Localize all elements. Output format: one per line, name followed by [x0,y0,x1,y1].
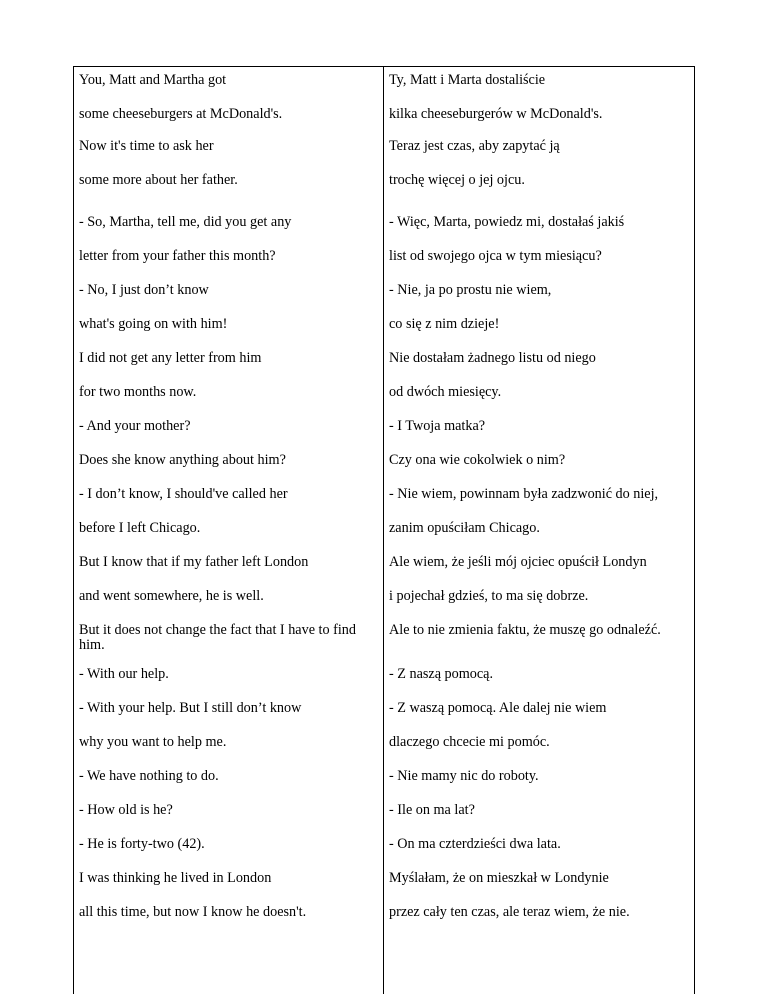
column-divider [383,67,384,994]
polish-line: przez cały ten czas, ale teraz wiem, że nie. [389,904,630,920]
polish-line: list od swojego ojca w tym miesiącu? [389,248,602,264]
english-line: Now it's time to ask her [79,138,214,154]
polish-line: dlaczego chcecie mi pomóc. [389,734,550,750]
english-line: - How old is he? [79,802,173,818]
english-line: why you want to help me. [79,734,227,750]
english-line: I did not get any letter from him [79,350,262,366]
polish-line: Ale to nie zmienia faktu, że muszę go odnaleźć. [389,622,661,638]
english-line: - With our help. [79,666,169,682]
english-line: letter from your father this month? [79,248,276,264]
polish-line: Myślałam, że on mieszkał w Londynie [389,870,609,886]
english-line: Does she know anything about him? [79,452,286,468]
english-line: for two months now. [79,384,197,400]
english-line: what's going on with him! [79,316,228,332]
polish-line: Teraz jest czas, aby zapytać ją [389,138,560,154]
polish-line: Czy ona wie cokolwiek o nim? [389,452,566,468]
polish-line: - I Twoja matka? [389,418,486,434]
english-line: all this time, but now I know he doesn't. [79,904,307,920]
polish-line: - Ile on ma lat? [389,802,475,818]
english-line: - And your mother? [79,418,191,434]
english-line: before I left Chicago. [79,520,201,536]
polish-line: - Nie mamy nic do roboty. [389,768,539,784]
polish-line: Ale wiem, że jeśli mój ojciec opuścił Londyn [389,554,647,570]
english-line: - With your help. But I still don’t know [79,700,302,716]
english-line: But I know that if my father left London [79,554,309,570]
polish-line: - Z waszą pomocą. Ale dalej nie wiem [389,700,607,716]
polish-line: - On ma czterdzieści dwa lata. [389,836,561,852]
polish-line: kilka cheeseburgerów w McDonald's. [389,106,603,122]
polish-line: Ty, Matt i Marta dostaliście [389,72,546,88]
polish-line: - Nie, ja po prostu nie wiem, [389,282,552,298]
polish-line: Nie dostałam żadnego listu od niego [389,350,596,366]
polish-line: co się z nim dzieje! [389,316,500,332]
english-line: some cheeseburgers at McDonald's. [79,106,283,122]
polish-line: trochę więcej o jej ojcu. [389,172,525,188]
english-line: some more about her father. [79,172,238,188]
polish-line: od dwóch miesięcy. [389,384,502,400]
polish-line: - Z naszą pomocą. [389,666,493,682]
english-line: - So, Martha, tell me, did you get any [79,214,292,230]
english-line: - No, I just don’t know [79,282,209,298]
polish-line: - Więc, Marta, powiedz mi, dostałaś jakiś [389,214,625,230]
english-line: - He is forty-two (42). [79,836,205,852]
english-line: - We have nothing to do. [79,768,219,784]
english-line: - I don’t know, I should've called her [79,486,288,502]
english-line: You, Matt and Martha got [79,72,227,88]
english-line: I was thinking he lived in London [79,870,272,886]
polish-line: - Nie wiem, powinnam była zadzwonić do niej, [389,486,659,502]
english-line: But it does not change the fact that I have to find him. [79,622,356,653]
polish-line: i pojechał gdzieś, to ma się dobrze. [389,588,589,604]
english-line: and went somewhere, he is well. [79,588,264,604]
polish-line: zanim opuściłam Chicago. [389,520,540,536]
bilingual-dialogue-table [73,66,695,994]
